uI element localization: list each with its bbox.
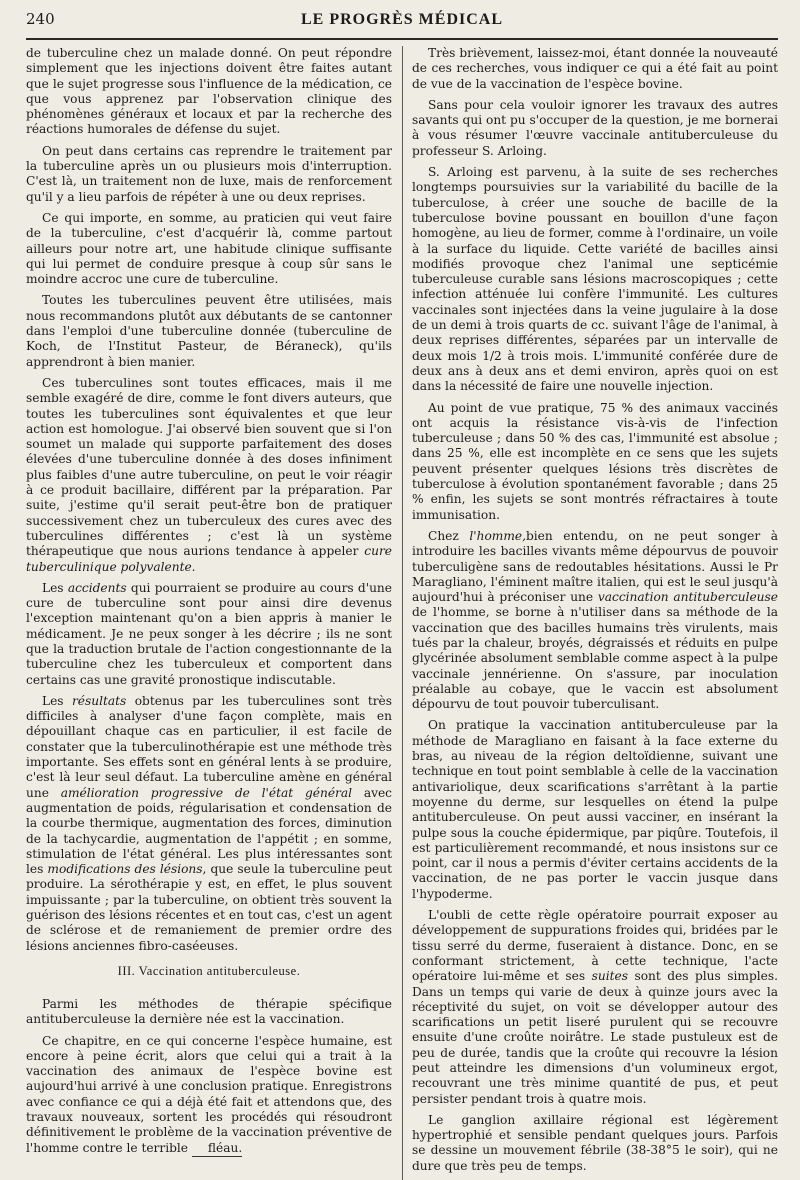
italic-text: cure tuberculinique polyvalente. — [26, 544, 393, 574]
paragraph — [412, 529, 778, 713]
paragraph-text: Ce chapitre, en ce qui concerne l'espèce humaine, est encore à peine écrit, alors que celui qui a trait à la vaccination des animaux de l'espèce bovine est aujourd'hui arrivé à une conclusion pratique. Enregistrons avec confiance ce qui a déjà été fait et attendons que, des travaux nouveaux, sortent les procédés qui résoudront définitivement le problème de la vaccination préventive de l'homme contre le terrible — [26, 1033, 392, 1155]
page-header — [26, 10, 778, 40]
paragraph — [26, 1034, 392, 1157]
paragraph — [26, 211, 392, 287]
paragraph-text: Ces tuberculines sont toutes efficaces, mais il me semble exagéré de dire, comme le font divers auteurs, que toutes les tuberculines sont équivalentes et que leur action est homologue. J'ai observé bien souvent que si l'on soumet un malade qui supporte parfaitement des doses élevées d'une tuberculine donnée à des doses infiniment plus faibles d'une autre tuberculine, on peut le voir réagir à ce produit bacillaire, différent par la préparation. Par suite, j'estime qu'il serait peut-être bon de pratiquer successivement chez un tuberculeux des cures avec des tuberculines différentes ; c'est là un système thérapeutique que nous aurions tendance à appeler — [26, 375, 392, 559]
journal-title: LE PROGRÈS MÉDICAL — [300, 11, 504, 28]
paragraph-text: Toutes les tuberculines peuvent être utilisées, mais nous recommandons plutôt aux débutants de se cantonner dans l'emploi d'une tuberculine donnée (tuberculine de Koch, de l'Institut Pasteur, de Béraneck), qu'ils apprendront à bien manier. — [26, 293, 392, 369]
paragraph — [412, 908, 778, 1107]
paragraph-text: Parmi les méthodes de thérapie spécifique antituberculeuse la dernière née est la vaccination. — [26, 996, 392, 1027]
paragraph — [26, 293, 392, 369]
italic-text: amélioration progressive de l'état général — [60, 785, 353, 800]
paragraph — [26, 694, 392, 954]
italic-text: accidents — [67, 580, 127, 595]
paragraph-text: Les — [42, 693, 64, 708]
final-word: fléau. — [192, 1141, 242, 1157]
section-heading: III. Vaccination antituberculeuse. — [117, 963, 301, 978]
paragraph-text: , que seule la tuberculine peut produire. La sérothérapie y est, en effet, le plus souvent impuissante ; par la tuberculine, on obtient très souvent la guérison des lésions récentes et en tout cas, c'est un agent de sclérose et de remaniement de premier ordre des lésions anciennes fibro-caséeuses. — [26, 862, 392, 953]
paragraph — [26, 46, 392, 138]
paragraph-text: L'oubli de cette règle opératoire pourrait exposer au développement de suppurations froides qui, bridées par le tissu serré du derme, fuseraient à distance. Donc, en se conformant strictement, à cette technique, l'acte opératoire lui-même et ses — [412, 908, 778, 984]
paragraph-text: Les — [42, 580, 64, 595]
italic-text: suites — [591, 969, 628, 984]
paragraph-text: avec augmentation de poids, régularisation et condensation de la courbe thermique, augmentation des forces, diminution de la tachycardie, augmentation de l'appétit ; en somme, stimulation de l'état général. Les plus intéressantes sont les — [26, 785, 393, 877]
text-columns — [26, 46, 778, 1180]
right-column — [408, 46, 778, 1180]
paragraph — [412, 401, 778, 523]
italic-text: l'homme, — [469, 528, 526, 543]
paragraph — [26, 997, 392, 1028]
italic-text: résultats — [71, 693, 127, 708]
paragraph-text: Le ganglion axillaire régional est légèrement hypertrophié et sensible pendant quelques jours. Parfois se dessine un mouvement fébrile (38-38°5 le soir), qui ne dure que très peu de temps. — [412, 1112, 778, 1173]
paragraph — [26, 581, 392, 688]
left-column — [26, 46, 403, 1180]
paragraph — [412, 1113, 778, 1174]
paragraph-text: Ce qui importe, en somme, au praticien qui veut faire de la tuberculine, c'est d'acquérir là, comme partout ailleurs pour notre art, une habitude clinique suffisante qui lui permet de conduire presque à coup sûr sans le moindre accroc une cure de tuberculine. — [26, 210, 392, 287]
italic-text: vaccination antituberculeuse — [597, 590, 778, 605]
paragraph-text: qui pourraient se produire au cours d'une cure de tuberculine sont pour ainsi dire devenus l'exception maintenant qu'on a bien appris à manier le médicament. Je ne peux songer à les décrire ; ils ne sont que la traduction brutale de l'action congestionnante de la tuberculine chez les tuberculeux et comportent dans certains cas une gravité pronostique indiscutable. — [26, 580, 392, 687]
italic-text: modifications des lésions — [47, 862, 203, 877]
paragraph-text: S. Arloing est parvenu, à la suite de ses recherches longtemps poursuivies sur la variabilité du bacille de la tuberculose, à créer une souche de bacille de la tuberculose bovine poussant en bouillon d'une façon homogène, au lieu de former, comme à l'ordinaire, un voile à la surface du liquide. Cette variété de bacilles ainsi modifiés provoque chez l'animal une septicémie tuberculeuse curable sans lésions macroscopiques ; cette infection atténuée lui confère l'immunité. Les cultures vaccinales sont injectées dans la veine jugulaire à la dose de un demi à trois quarts de cc. suivant l'âge de l'animal, à deux reprises différentes, séparées par un intervalle de deux mois 1/2 à trois mois. L'immunité conférée dure de deux ans à deux ans et demi environ, après quoi on est dans la nécessité de faire une nouvelle injection. — [412, 165, 778, 394]
paragraph-text: On peut dans certains cas reprendre le traitement par la tuberculine après un ou plusieurs mois d'interruption. C'est là, un traitement non de luxe, mais de renforcement qu'il y a lieu parfois de répéter à une ou deux reprises. — [26, 143, 392, 204]
paragraph — [412, 98, 778, 159]
paragraph — [412, 165, 778, 394]
paragraph-text: bien entendu, on ne peut songer à introduire les bacilles vivants même dépourvus de pouvoir tuberculigène sans de redoutables hésitations. Aussi le Pr Maragliano, l'éminent maître italien, qui est le seul jusqu'à aujourd'hui à préconiser une — [412, 528, 779, 605]
paragraph-text: obtenus par les tuberculines sont très difficiles à analyser d'une façon complète, mais en dépouillant chaque cas en particulier, il est facile de constater que la tuberculinothérapie est une méthode très importante. Ses effets sont en général lents à se produire, c'est là leur seul défaut. La tuberculine amène en général une — [26, 693, 393, 800]
paragraph — [26, 144, 392, 205]
page-number: 240 — [26, 10, 55, 28]
paragraph-text: sont des plus simples. Dans un temps qui varie de deux à quinze jours avec la réceptivité du sujet, on voit se développer autour des scarifications un petit liseré purulent qui se recouvre ensuite d'une croûte noirâtre. Le stade pustuleux est de peu de durée, tandis que la croûte qui recouvre la lésion peut atteindre les dimensions d'un volumineux ergot, recouvrant une très minime quantité de pus, et peut persister pendant trois à quatre mois. — [412, 969, 778, 1106]
paragraph-text: de tuberculine chez un malade donné. On peut répondre simplement que les injections doivent être faites autant que le sujet progresse sous l'influence de la médication, ce que vous apprenez par l'observation clinique des phénomènes généraux et locaux et par la recherche des réactions humorales de défense du sujet. — [26, 46, 392, 137]
paragraph — [26, 376, 392, 575]
paragraph-text: Très brièvement, laissez-moi, étant donnée la nouveauté de ces recherches, vous indiquer ce qui a été fait au point de vue de la vaccination de l'espèce bovine. — [412, 46, 778, 91]
paragraph-text: On pratique la vaccination antituberculeuse par la méthode de Maragliano en faisant à la face externe du bras, au niveau de la région deltoïdienne, suivant une technique en tout point semblable à celle de la vaccination antivariolique, deux scarifications s'arrêtant à la partie moyenne du derme, sur lesquelles on étend la pulpe antituberculeuse. On peut aussi vacciner, en insérant la pulpe sous la couche épidermique, par piqûre. Toutefois, il est particulièrement recommandé, et nous insistons sur ce point, car il nous a permis d'éviter certains accidents de la vaccination, de ne pas porter le vaccin jusque dans l'hypoderme. — [412, 718, 778, 901]
paragraph-text: Chez — [428, 528, 459, 543]
paragraph-text: Sans pour cela vouloir ignorer les travaux des autres savants qui ont pu s'occuper de la question, je me bornerai à vous résumer l'œuvre vaccinale antituberculeuse du professeur S. Arloing. — [412, 97, 778, 158]
paragraph-text: de l'homme, se borne à n'utiliser dans sa méthode de la vaccination que des bacilles humains très virulents, mais tués par la chaleur, broyés, dégraissés et réduits en pulpe glycérinée absolument semblable comme aspect à la pulpe vaccinale jennérienne. On s'assure, par inoculation préalable au cobaye, que le vaccin est absolument dépourvu de tout pouvoir tuberculisant. — [412, 605, 778, 712]
paragraph — [412, 718, 778, 902]
paragraph — [412, 46, 778, 92]
paragraph-text: Au point de vue pratique, 75 % des animaux vaccinés ont acquis la résistance vis-à-vis de l'infection tuberculeuse ; dans 50 % des cas, l'immunité est absolue ; dans 25 %, elle est incomplète en ce sens que les sujets peuvent présenter quelques lésions très discrètes de tuberculose à évolution spontanément favorable ; dans 25 % enfin, les sujets se sont montrés réfractaires à toute immunisation. — [412, 400, 778, 522]
